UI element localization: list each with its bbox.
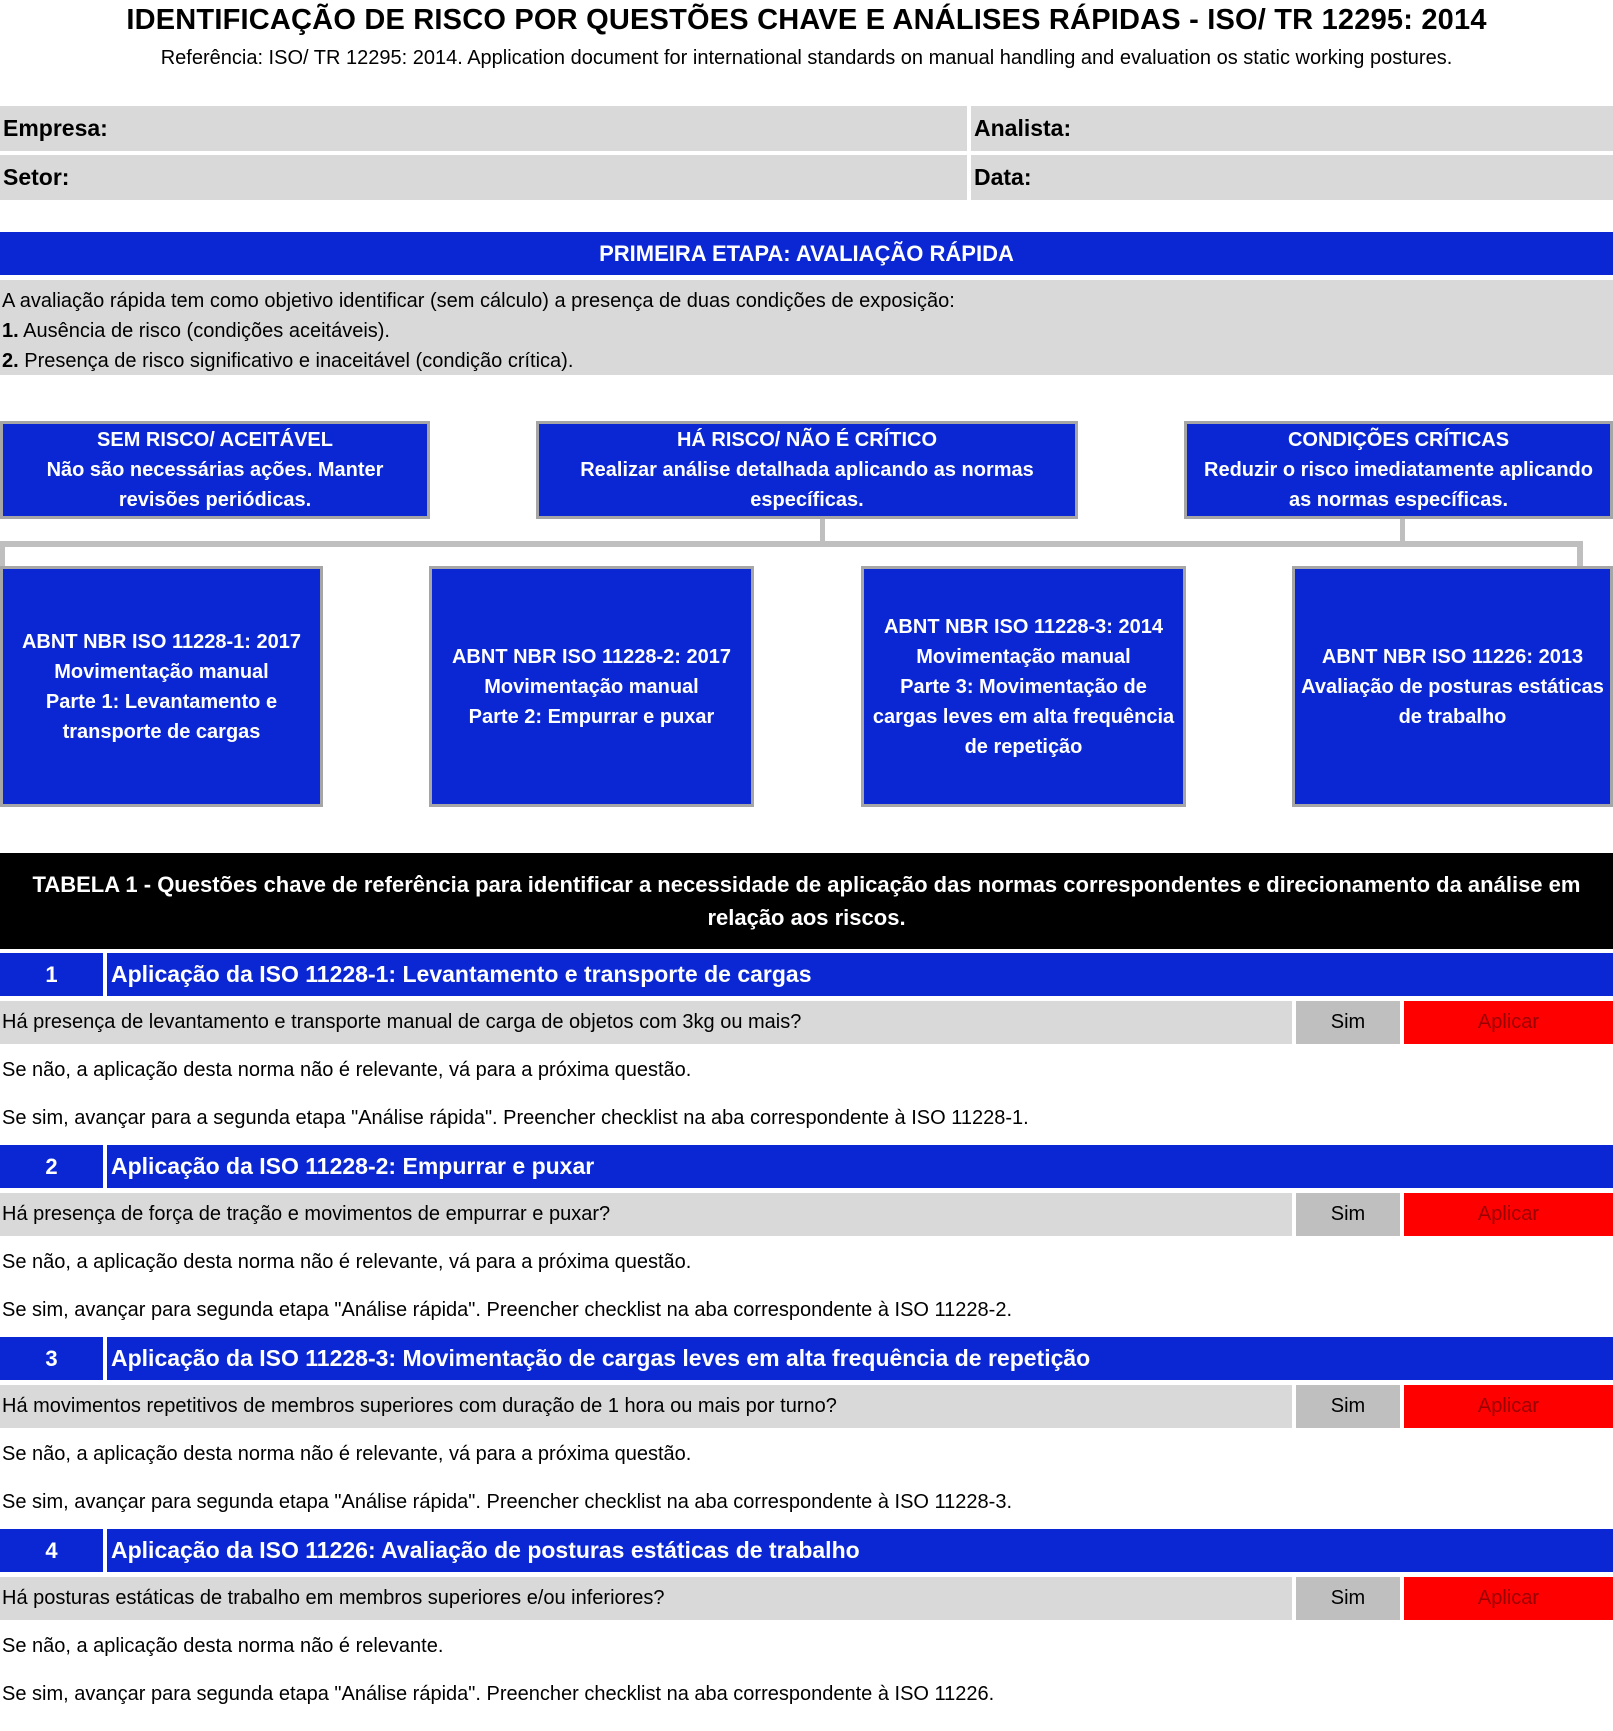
empresa-label: Empresa: (3, 115, 108, 141)
intro-item-2: 2. Presença de risco significativo e inaceitável (condição crítica). (2, 350, 574, 372)
question-text: Há presença de levantamento e transporte manual de carga de objetos com 3kg ou mais? (0, 1001, 1292, 1044)
note-if-no: Se não, a aplicação desta norma não é relevante, vá para a próxima questão. (2, 1442, 692, 1465)
standard-part: Parte 3: Movimentação de cargas leves em alta frequência de repetição (872, 675, 1175, 758)
question-title: Aplicação da ISO 11226: Avaliação de posturas estáticas de trabalho (107, 1529, 1613, 1572)
answer-cell[interactable]: Sim (1296, 1577, 1400, 1620)
result-cell: Aplicar (1404, 1001, 1613, 1044)
data-field[interactable] (971, 155, 1613, 200)
connector (1577, 541, 1583, 566)
connector (0, 541, 1583, 547)
standard-code: ABNT NBR ISO 11228-1: 2017 (21, 630, 301, 653)
outcome-title: CONDIÇÕES CRÍTICAS (1287, 429, 1510, 451)
outcome-risk-not-critical (536, 421, 1078, 519)
standard-subject: Movimentação manual (916, 645, 1131, 668)
note-if-yes: Se sim, avançar para a segunda etapa "Análise rápida". Preencher checklist na aba correspondente à ISO 11228-1. (2, 1106, 1029, 1129)
table-heading: TABELA 1 - Questões chave de referência para identificar a necessidade de aplicação das normas correspondentes e direcionamento da análise em relação aos riscos. (0, 853, 1613, 949)
connector (0, 541, 5, 566)
standard-part: Parte 2: Empurrar e puxar (468, 705, 715, 728)
outcome-text: Realizar análise detalhada aplicando as normas específicas. (580, 459, 1034, 511)
outcome-no-risk (0, 421, 430, 519)
analista-label: Analista: (974, 115, 1072, 141)
empresa-field[interactable] (0, 106, 967, 151)
data-label: Data: (974, 164, 1032, 190)
question-text: Há posturas estáticas de trabalho em membros superiores e/ou inferiores? (0, 1577, 1292, 1620)
question-text: Há presença de força de tração e movimentos de empurrar e puxar? (0, 1193, 1292, 1236)
outcome-critical (1184, 421, 1613, 519)
setor-field[interactable] (0, 155, 967, 200)
analista-field[interactable] (971, 106, 1613, 151)
note-if-no: Se não, a aplicação desta norma não é relevante, vá para a próxima questão. (2, 1250, 692, 1273)
question-number: 3 (0, 1337, 103, 1380)
question-title: Aplicação da ISO 11228-3: Movimentação de cargas leves em alta frequência de repetição (107, 1337, 1613, 1380)
standard-code: ABNT NBR ISO 11226: 2013 (1321, 645, 1584, 668)
note-if-yes: Se sim, avançar para segunda etapa "Análise rápida". Preencher checklist na aba correspondente à ISO 11228-2. (2, 1298, 1012, 1321)
outcome-text: Não são necessárias ações. Manter revisões periódicas. (46, 459, 384, 511)
question-text: Há movimentos repetitivos de membros superiores com duração de 1 hora ou mais por turno? (0, 1385, 1292, 1428)
connector (820, 519, 825, 543)
question-number: 1 (0, 953, 103, 996)
result-cell: Aplicar (1404, 1577, 1613, 1620)
intro-item-1: 1. Ausência de risco (condições aceitáveis). (2, 320, 390, 342)
note-if-no: Se não, a aplicação desta norma não é relevante. (2, 1634, 444, 1657)
result-cell: Aplicar (1404, 1385, 1613, 1428)
answer-cell[interactable]: Sim (1296, 1193, 1400, 1236)
intro-line: A avaliação rápida tem como objetivo identificar (sem cálculo) a presença de duas condições de exposição: (2, 290, 955, 312)
answer-cell[interactable]: Sim (1296, 1385, 1400, 1428)
question-title: Aplicação da ISO 11228-1: Levantamento e transporte de cargas (107, 953, 1613, 996)
result-cell: Aplicar (1404, 1193, 1613, 1236)
page-title: IDENTIFICAÇÃO DE RISCO POR QUESTÕES CHAVE E ANÁLISES RÁPIDAS - ISO/ TR 12295: 2014 (126, 4, 1487, 36)
outcome-title: HÁ RISCO/ NÃO É CRÍTICO (676, 429, 937, 451)
standard-iso-11226 (1292, 566, 1613, 807)
stage1-heading: PRIMEIRA ETAPA: AVALIAÇÃO RÁPIDA (0, 232, 1613, 275)
question-number: 4 (0, 1529, 103, 1572)
connector (1400, 519, 1405, 543)
question-title: Aplicação da ISO 11228-2: Empurrar e puxar (107, 1145, 1613, 1188)
outcome-title: SEM RISCO/ ACEITÁVEL (97, 429, 333, 451)
standard-part: Parte 1: Levantamento e transporte de cargas (45, 690, 278, 743)
note-if-yes: Se sim, avançar para segunda etapa "Análise rápida". Preencher checklist na aba correspondente à ISO 11226. (2, 1682, 995, 1705)
answer-cell[interactable]: Sim (1296, 1001, 1400, 1044)
standard-code: ABNT NBR ISO 11228-3: 2014 (883, 615, 1163, 638)
standard-iso-11228-1 (0, 566, 323, 807)
outcome-text: Reduzir o risco imediatamente aplicando as normas específicas. (1204, 459, 1593, 511)
standard-iso-11228-3 (861, 566, 1186, 807)
standard-code: ABNT NBR ISO 11228-2: 2017 (451, 645, 731, 668)
question-number: 2 (0, 1145, 103, 1188)
standard-subject: Movimentação manual (54, 660, 269, 683)
note-if-yes: Se sim, avançar para segunda etapa "Análise rápida". Preencher checklist na aba correspondente à ISO 11228-3. (2, 1490, 1012, 1513)
standard-iso-11228-2 (429, 566, 754, 807)
setor-label: Setor: (3, 164, 70, 190)
note-if-no: Se não, a aplicação desta norma não é relevante, vá para a próxima questão. (2, 1058, 692, 1081)
standard-subject: Avaliação de posturas estáticas de trabalho (1301, 675, 1604, 728)
standard-subject: Movimentação manual (484, 675, 699, 698)
stage1-intro (0, 280, 1613, 375)
reference-text: Referência: ISO/ TR 12295: 2014. Application document for international standards on manual handling and evaluation os static working postures. (160, 47, 1453, 69)
